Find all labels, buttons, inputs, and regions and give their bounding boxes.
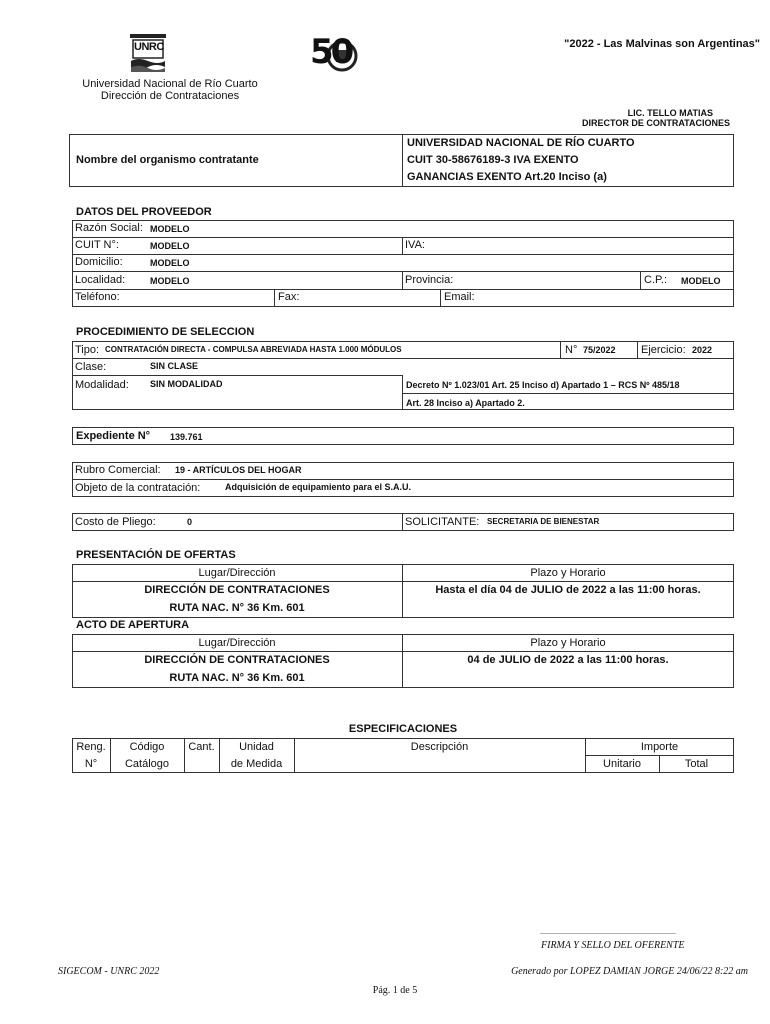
anniversary-logo: [308, 32, 360, 74]
domicilio-value: MODELO: [150, 258, 190, 268]
ejercicio-value: 2022: [692, 345, 713, 355]
department-name: Dirección de Contrataciones: [100, 90, 240, 102]
col-descripcion: Descripción: [410, 741, 469, 753]
decreto-line2: Art. 28 Inciso a) Apartado 2.: [406, 398, 525, 408]
cuit-label: CUIT N°:: [75, 239, 119, 251]
apertura-lugar-line2: RUTA NAC. N° 36 Km. 601: [169, 672, 305, 684]
organismo-label: Nombre del organismo contratante: [76, 154, 259, 166]
organismo-line1: UNIVERSIDAD NACIONAL DE RÍO CUARTO: [407, 137, 635, 149]
fax-label: Fax:: [278, 291, 300, 303]
rubro-value: 19 - ARTÍCULOS DEL HOGAR: [175, 465, 302, 475]
slogan: "2022 - Las Malvinas son Argentinas": [564, 38, 760, 50]
costo-table: [72, 513, 734, 531]
presentacion-title: PRESENTACIÓN DE OFERTAS: [76, 549, 236, 561]
col-codigo-2: Catálogo: [124, 758, 170, 770]
apertura-plazo-value: 04 de JULIO de 2022 a las 11:00 horas.: [467, 654, 669, 666]
numero-label: N°: [565, 344, 578, 356]
expediente-value: 139.761: [170, 432, 203, 442]
apertura-title: ACTO DE APERTURA: [76, 619, 190, 631]
clase-label: Clase:: [75, 361, 107, 373]
rubro-label: Rubro Comercial:: [75, 464, 161, 476]
procedimiento-title: PROCEDIMIENTO DE SELECCION: [76, 326, 255, 338]
presentacion-lugar-header: Lugar/Dirección: [198, 567, 276, 579]
expediente-label: Expediente N°: [76, 430, 151, 442]
anniversary-number: 50: [310, 32, 352, 72]
cp-value: MODELO: [681, 276, 721, 286]
logo-text: UNRC: [134, 41, 164, 53]
numero-value: 75/2022: [583, 345, 616, 355]
ejercicio-label: Ejercicio:: [641, 344, 686, 356]
organismo-line2: CUIT 30-58676189-3 IVA EXENTO: [407, 154, 579, 166]
localidad-value: MODELO: [150, 276, 190, 286]
signer-name: LIC. TELLO MATIAS: [627, 108, 713, 118]
university-name: Universidad Nacional de Río Cuarto: [82, 78, 258, 90]
provincia-label: Provincia:: [405, 274, 454, 286]
tipo-label: Tipo:: [75, 344, 100, 356]
apertura-plazo-header: Plazo y Horario: [530, 637, 606, 649]
costo-label: Costo de Pliego:: [75, 516, 156, 528]
organismo-line3: GANANCIAS EXENTO Art.20 Inciso (a): [407, 171, 607, 183]
solicitante-label: SOLICITANTE:: [405, 516, 480, 528]
col-importe: Importe: [640, 741, 679, 753]
col-unitario: Unitario: [603, 758, 641, 770]
razon-social-value: MODELO: [150, 224, 190, 234]
localidad-label: Localidad:: [75, 274, 126, 286]
signature-caption: FIRMA Y SELLO DEL OFERENTE: [541, 940, 685, 951]
page-number: Pág. 1 de 5: [372, 985, 418, 996]
signer-title: DIRECTOR DE CONTRATACIONES: [581, 118, 730, 128]
modalidad-value: SIN MODALIDAD: [150, 379, 223, 389]
system-name: SIGECOM - UNRC 2022: [58, 966, 160, 977]
col-cant: Cant.: [188, 741, 215, 753]
apertura-lugar-line1: DIRECCIÓN DE CONTRATACIONES: [144, 654, 330, 666]
presentacion-plazo-value: Hasta el día 04 de JULIO de 2022 a las 11:00 horas.: [435, 584, 701, 596]
col-reng-2: N°: [84, 758, 98, 770]
iva-label: IVA:: [405, 239, 425, 251]
costo-value: 0: [187, 517, 193, 527]
tipo-value: CONTRATACIÓN DIRECTA - COMPULSA ABREVIADA HASTA 1.000 MÓDULOS: [105, 345, 402, 354]
domicilio-label: Domicilio:: [75, 256, 123, 268]
decreto-line1: Decreto Nº 1.023/01 Art. 25 Inciso d) Apartado 1 – RCS Nº 485/18: [406, 380, 680, 390]
telefono-label: Teléfono:: [75, 291, 120, 303]
apertura-lugar-header: Lugar/Dirección: [198, 637, 276, 649]
col-unidad-2: de Medida: [230, 758, 283, 770]
presentacion-lugar-line1: DIRECCIÓN DE CONTRATACIONES: [144, 584, 330, 596]
especificaciones-title: ESPECIFICACIONES: [348, 723, 458, 735]
proveedor-title: DATOS DEL PROVEEDOR: [76, 206, 212, 218]
razon-social-label: Razón Social:: [75, 222, 143, 234]
cuit-value: MODELO: [150, 241, 190, 251]
objeto-value: Adquisición de equipamiento para el S.A.U.: [225, 482, 412, 492]
presentacion-plazo-header: Plazo y Horario: [530, 567, 606, 579]
col-reng: Reng.: [76, 741, 106, 753]
objeto-label: Objeto de la contratación:: [75, 482, 201, 494]
signature-line: ______________________________: [540, 924, 676, 934]
modalidad-label: Modalidad:: [75, 379, 129, 391]
unrc-logo: [128, 33, 168, 73]
clase-value: SIN CLASE: [150, 361, 199, 371]
cp-label: C.P.:: [644, 274, 668, 286]
generated-by: Generado por LOPEZ DAMIAN JORGE 24/06/22 8:22 am: [511, 966, 748, 977]
presentacion-lugar-line2: RUTA NAC. N° 36 Km. 601: [169, 602, 305, 614]
email-label: Email:: [444, 291, 475, 303]
col-total: Total: [684, 758, 709, 770]
solicitante-value: SECRETARIA DE BIENESTAR: [487, 517, 600, 526]
col-unidad: Unidad: [239, 741, 274, 753]
col-codigo: Código: [129, 741, 165, 753]
